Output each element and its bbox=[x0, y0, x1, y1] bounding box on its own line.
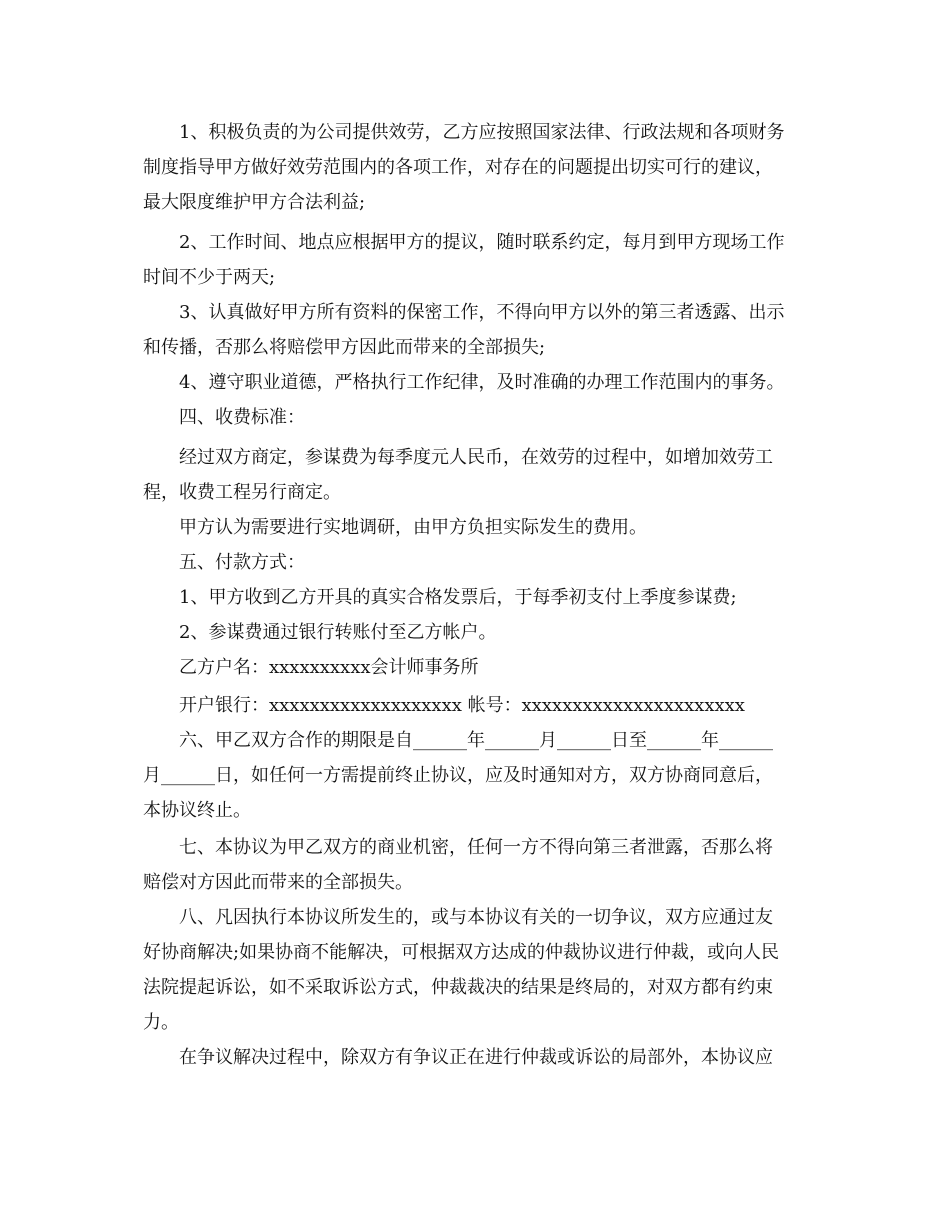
text-line: 七、本协议为甲乙双方的商业机密，任何一方不得向第三者泄露，否那么将 bbox=[179, 837, 773, 858]
paragraph bbox=[143, 580, 803, 615]
paragraph bbox=[143, 1040, 803, 1075]
paragraph bbox=[143, 545, 803, 580]
text-line: 和传播，否那么将赔偿甲方因此而带来的全部损失; bbox=[143, 337, 546, 358]
paragraph bbox=[143, 225, 803, 295]
text-line: 2、工作时间、地点应根据甲方的提议，随时联系约定，每月到甲方现场工作 bbox=[179, 232, 785, 253]
text-line: 八、凡因执行本协议所发生的，或与本协议有关的一切争议，双方应通过友 bbox=[179, 907, 773, 928]
paragraph bbox=[143, 723, 803, 828]
paragraph bbox=[143, 688, 803, 723]
paragraph bbox=[143, 650, 803, 685]
paragraph bbox=[143, 615, 803, 650]
text-line: 2、参谋费通过银行转账付至乙方帐户。 bbox=[179, 622, 497, 643]
text-line: 月______日，如任何一方需提前终止协议，应及时通知对方，双方协商同意后， bbox=[143, 765, 773, 786]
text-line: 甲方认为需要进行实地调研，由甲方负担实际发生的费用。 bbox=[179, 517, 647, 538]
text-line: 力。 bbox=[143, 1012, 179, 1033]
text-line: 4、遵守职业道德，严格执行工作纪律，及时准确的办理工作范围内的事务。 bbox=[179, 372, 785, 393]
text-line: 乙方户名：xxxxxxxxxx会计师事务所 bbox=[179, 657, 479, 678]
text-line: 五、付款方式： bbox=[179, 552, 305, 573]
text-line: 3、认真做好甲方所有资料的保密工作，不得向甲方以外的第三者透露、出示 bbox=[179, 302, 785, 323]
paragraph bbox=[143, 115, 803, 220]
text-line: 赔偿对方因此而带来的全部损失。 bbox=[143, 872, 413, 893]
paragraph bbox=[143, 440, 803, 510]
paragraph bbox=[143, 830, 803, 900]
text-line: 四、收费标准： bbox=[179, 407, 305, 428]
text-line: 1、积极负责的为公司提供效劳，乙方应按照国家法律、行政法规和各项财务 bbox=[179, 122, 785, 143]
text-line: 制度指导甲方做好效劳范围内的各项工作，对存在的问题提出切实可行的建议， bbox=[143, 157, 773, 178]
paragraph bbox=[143, 295, 803, 365]
text-line: 经过双方商定，参谋费为每季度元人民币，在效劳的过程中，如增加效劳工 bbox=[179, 447, 773, 468]
paragraph bbox=[143, 365, 803, 400]
text-line: 1、甲方收到乙方开具的真实合格发票后，于每季初支付上季度参谋费; bbox=[179, 587, 737, 608]
paragraph bbox=[143, 400, 803, 435]
paragraph bbox=[143, 510, 803, 545]
text-line: 时间不少于两天; bbox=[143, 267, 276, 288]
text-line: 法院提起诉讼，如不采取诉讼方式，仲裁裁决的结果是终局的，对双方都有约束 bbox=[143, 977, 773, 998]
text-line: 本协议终止。 bbox=[143, 800, 251, 821]
text-line: 最大限度维护甲方合法利益; bbox=[143, 192, 366, 213]
paragraph bbox=[143, 900, 803, 1040]
text-line: 在争议解决过程中，除双方有争议正在进行仲裁或诉讼的局部外，本协议应 bbox=[179, 1047, 773, 1068]
text-line: 六、甲乙双方合作的期限是自______年______月______日至______年______ bbox=[179, 730, 773, 751]
text-line: 程，收费工程另行商定。 bbox=[143, 482, 341, 503]
text-line: 好协商解决;如果协商不能解决，可根据双方达成的仲裁协议进行仲裁，或向人民 bbox=[143, 942, 780, 963]
text-line: 开户银行：xxxxxxxxxxxxxxxxxxx 帐号：xxxxxxxxxxxxxxxxxxxxxx bbox=[179, 695, 745, 716]
